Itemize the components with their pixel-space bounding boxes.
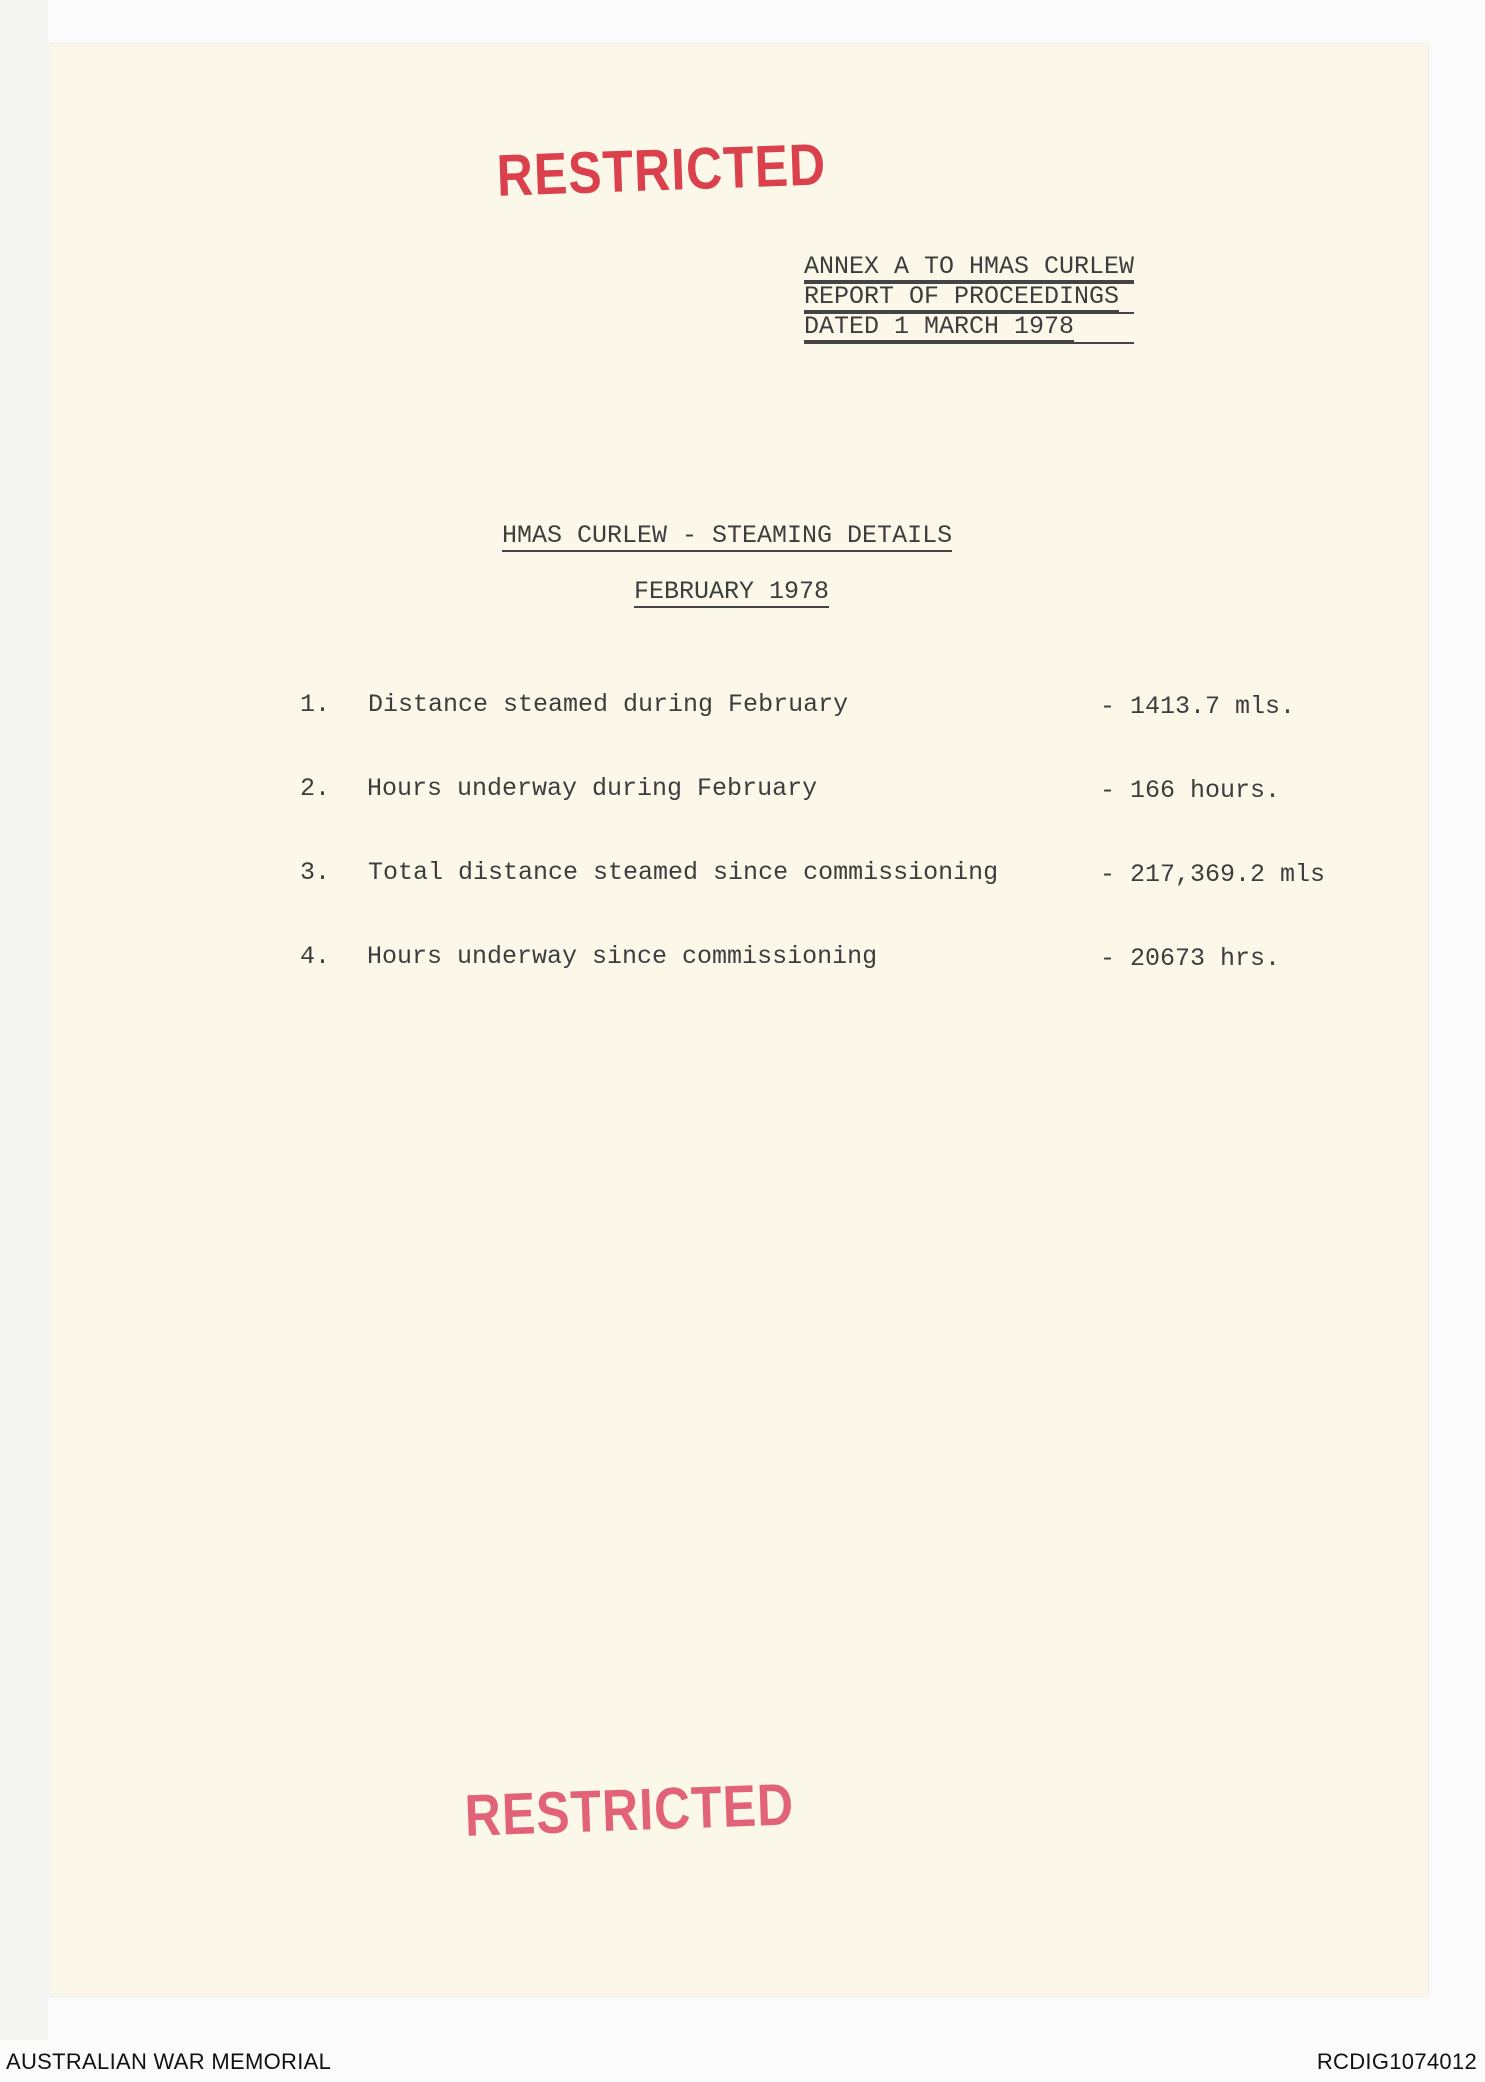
item-number: 4. bbox=[300, 942, 331, 971]
document-title: HMAS CURLEW - STEAMING DETAILS bbox=[502, 521, 953, 550]
footer-left-caption: AUSTRALIAN WAR MEMORIAL bbox=[6, 2049, 332, 2074]
item-value: - 20673 hrs. bbox=[1100, 944, 1281, 973]
item-label: Total distance steamed since commissioning bbox=[368, 858, 999, 887]
annex-line-1: ANNEX A TO HMAS CURLEW bbox=[804, 252, 1135, 281]
item-label: Hours underway during February bbox=[367, 774, 818, 803]
item-number: 3. bbox=[300, 858, 331, 887]
annex-line-3: DATED 1 MARCH 1978 bbox=[804, 312, 1075, 341]
item-number: 2. bbox=[300, 774, 331, 803]
document-subtitle: FEBRUARY 1978 bbox=[634, 577, 830, 606]
item-value: - 1413.7 mls. bbox=[1100, 692, 1296, 721]
item-label: Hours underway since commissioning bbox=[367, 942, 878, 971]
annex-header bbox=[804, 254, 1134, 344]
footer-right-caption: RCDIG1074012 bbox=[1316, 2049, 1477, 2074]
item-number: 1. bbox=[300, 690, 331, 719]
scan-left-edge bbox=[0, 0, 48, 2040]
item-value: - 166 hours. bbox=[1100, 776, 1281, 805]
restricted-stamp-top: RESTRICTED bbox=[495, 131, 828, 209]
document-page bbox=[50, 44, 1428, 1996]
restricted-stamp-bottom: RESTRICTED bbox=[463, 1771, 796, 1849]
item-value: - 217,369.2 mls bbox=[1100, 860, 1326, 889]
item-label: Distance steamed during February bbox=[368, 690, 849, 719]
annex-line-2: REPORT OF PROCEEDINGS bbox=[804, 282, 1120, 311]
